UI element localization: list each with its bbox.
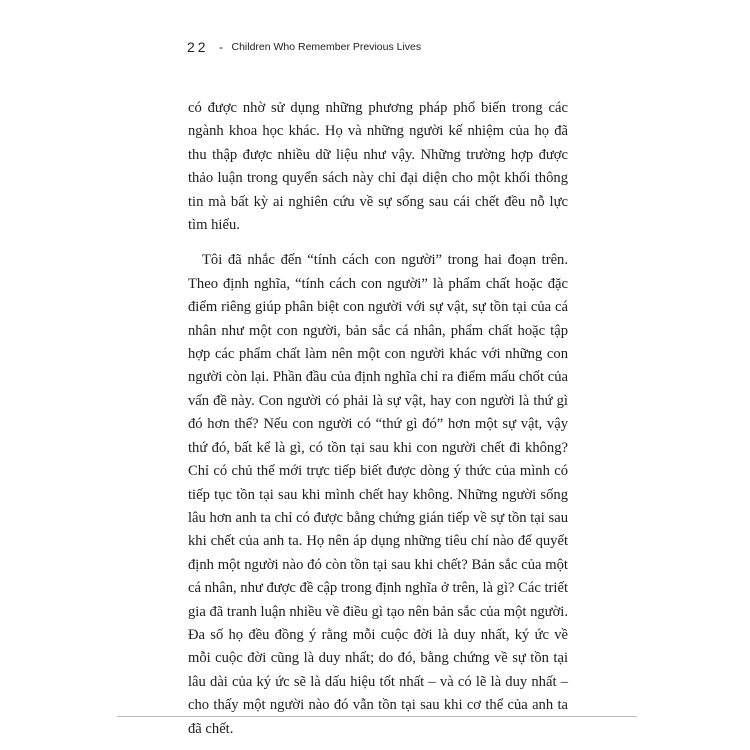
bottom-divider xyxy=(117,716,637,717)
book-title: Children Who Remember Previous Lives xyxy=(231,40,422,53)
paragraph-2: Tôi đã nhắc đến “tính cách con người” trong hai đoạn trên. Theo định nghĩa, “tính cách con người” là phẩm chất hoặc đặc điểm riêng giúp phân biệt con người với sự vật, sự tồn tại của cá nhân như một con người, bản sắc cá nhân, phẩm chất hoặc tập hợp các phẩm chất làm nên một con người khác với những con người còn lại. Phần đầu của định nghĩa chỉ ra điểm mấu chốt của vấn đề này. Con người có phải là sự vật, hay con người là thứ gì đó hơn thế? Nếu con người có “thứ gì đó” hơn một sự vật, vậy thứ đó, bất kể là gì, có tồn tại sau khi con người chết đi không? Chỉ có chủ thể mới trực tiếp biết được dòng ý thức của mình có tiếp tục tồn tại sau khi mình chết hay không. Những người sống lâu hơn anh ta chỉ có được bằng chứng gián tiếp về sự tồn tại sau khi chết của anh ta. Họ nên áp dụng những tiêu chí nào để quyết định một người nào đó còn tồn tại sau khi chết? Bản sắc của một cá nhân, như được đề cập trong định nghĩa ở trên, là gì? Các triết gia đã tranh luận nhiều về điều gì tạo nên bản sắc của một người. Đa số họ đều đồng ý rằng mỗi cuộc đời là duy nhất, ký ức về mỗi cuộc đời cũng là duy nhất; do đó, bằng chứng về sự tồn tại lâu dài của ký ức sẽ là dấu hiệu tốt nhất – và có lẽ là duy nhất – cho thấy một người nào đó vẫn tồn tại sau khi cơ thể của anh ta đã chết. xyxy=(188,252,568,737)
page-number: 22 xyxy=(187,38,209,55)
running-header xyxy=(187,38,421,56)
body-text xyxy=(188,97,568,741)
header-separator: - xyxy=(219,39,224,54)
paragraph-1: có được nhờ sử dụng những phương pháp phổ biến trong các ngành khoa học khác. Họ và những người kế nhiệm của họ đã thu thập được nhiều dữ liệu như vậy. Những trường hợp được thảo luận trong quyển sách này chỉ đại diện cho một khối thông tin mà bất kỳ ai nghiên cứu về sự sống sau cái chết đều nỗ lực tìm hiểu. xyxy=(188,100,568,234)
